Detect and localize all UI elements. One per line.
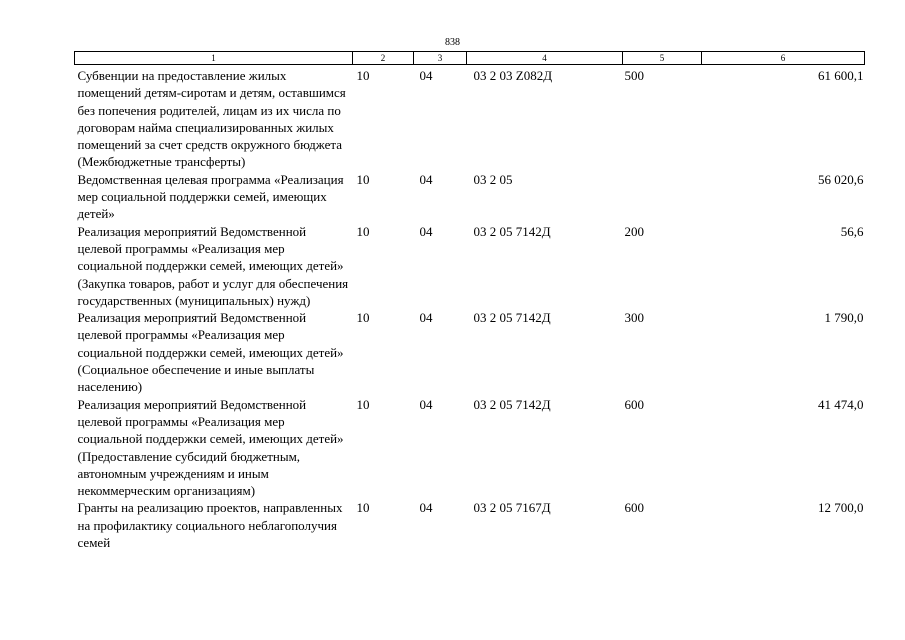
target-article-code: 03 2 05 7142Д xyxy=(473,223,551,239)
section-code: 10 xyxy=(356,68,370,83)
section-code: 10 xyxy=(356,171,370,187)
section-code: 10 xyxy=(356,396,370,412)
target-article-code: 03 2 03 Z082Д xyxy=(473,68,553,83)
item-name: Реализация мероприятий Ведомственной целевой программы «Реализация мер социальной поддержки семей, имеющих детей» (Закупка товаров, работ и услуг для обеспечения государственных (муниципальных) нужд) xyxy=(77,223,349,308)
item-name: Ведомственная целевая программа «Реализация мер социальной поддержки семей, имеющих детей» xyxy=(77,171,344,222)
amount: 61 600,1 xyxy=(818,68,864,83)
section-code: 10 xyxy=(356,500,370,516)
table-row xyxy=(75,223,865,309)
target-article-code: 03 2 05 7167Д xyxy=(473,500,551,516)
target-article-code: 03 2 05 xyxy=(473,171,513,187)
expense-type-code: 200 xyxy=(624,223,644,239)
column-header-4: 4 xyxy=(467,52,623,65)
column-header-2: 2 xyxy=(353,52,414,65)
subsection-code: 04 xyxy=(419,310,433,326)
column-header-1: 1 xyxy=(75,52,353,65)
subsection-code: 04 xyxy=(419,500,433,516)
target-article-code: 03 2 05 7142Д xyxy=(473,396,551,412)
column-header-6: 6 xyxy=(702,52,865,65)
table-header xyxy=(75,52,865,65)
amount: 12 700,0 xyxy=(818,500,864,516)
expense-type-code xyxy=(623,171,702,223)
column-number-row xyxy=(75,52,865,65)
target-article-code: 03 2 05 7142Д xyxy=(473,310,551,326)
section-code: 10 xyxy=(356,223,370,239)
expense-type-code: 300 xyxy=(624,310,644,326)
subsection-code: 04 xyxy=(419,396,433,412)
column-header-5: 5 xyxy=(623,52,702,65)
item-name: Реализация мероприятий Ведомственной целевой программы «Реализация мер социальной поддержки семей, имеющих детей» (Предоставление субсидий бюджетным, автономным учреждениям и иным некоммерческим организациям) xyxy=(77,396,344,499)
expense-type-code: 600 xyxy=(624,396,644,412)
budget-table xyxy=(74,51,865,551)
expense-type-code: 600 xyxy=(624,500,644,516)
amount: 41 474,0 xyxy=(818,396,864,412)
table-body xyxy=(75,65,865,552)
section-code: 10 xyxy=(356,310,370,326)
item-name: Субвенции на предоставление жилых помещений детям-сиротам и детям, оставшимся без попечения родителей, лицам из их числа по договорам найма специализированных жилых помещений за счет средств окружного бюджета (Межбюджетные трансферты) xyxy=(77,68,346,170)
subsection-code: 04 xyxy=(419,223,433,239)
table-row xyxy=(75,171,865,223)
table-row xyxy=(75,309,865,395)
table-row xyxy=(75,396,865,500)
item-name: Гранты на реализацию проектов, направленных на профилактику социального неблагополучия семей xyxy=(77,500,343,551)
subsection-code: 04 xyxy=(419,68,433,83)
item-name: Реализация мероприятий Ведомственной целевой программы «Реализация мер социальной поддержки семей, имеющих детей» (Социальное обеспечение и иные выплаты населению) xyxy=(77,310,344,395)
amount: 56,6 xyxy=(840,223,864,239)
table-row xyxy=(75,65,865,171)
expense-type-code: 500 xyxy=(624,68,644,83)
subsection-code: 04 xyxy=(419,171,433,187)
page-number: 838 xyxy=(445,37,460,48)
column-header-3: 3 xyxy=(414,52,467,65)
amount: 56 020,6 xyxy=(818,171,864,187)
amount: 1 790,0 xyxy=(824,310,864,326)
table-row xyxy=(75,499,865,551)
